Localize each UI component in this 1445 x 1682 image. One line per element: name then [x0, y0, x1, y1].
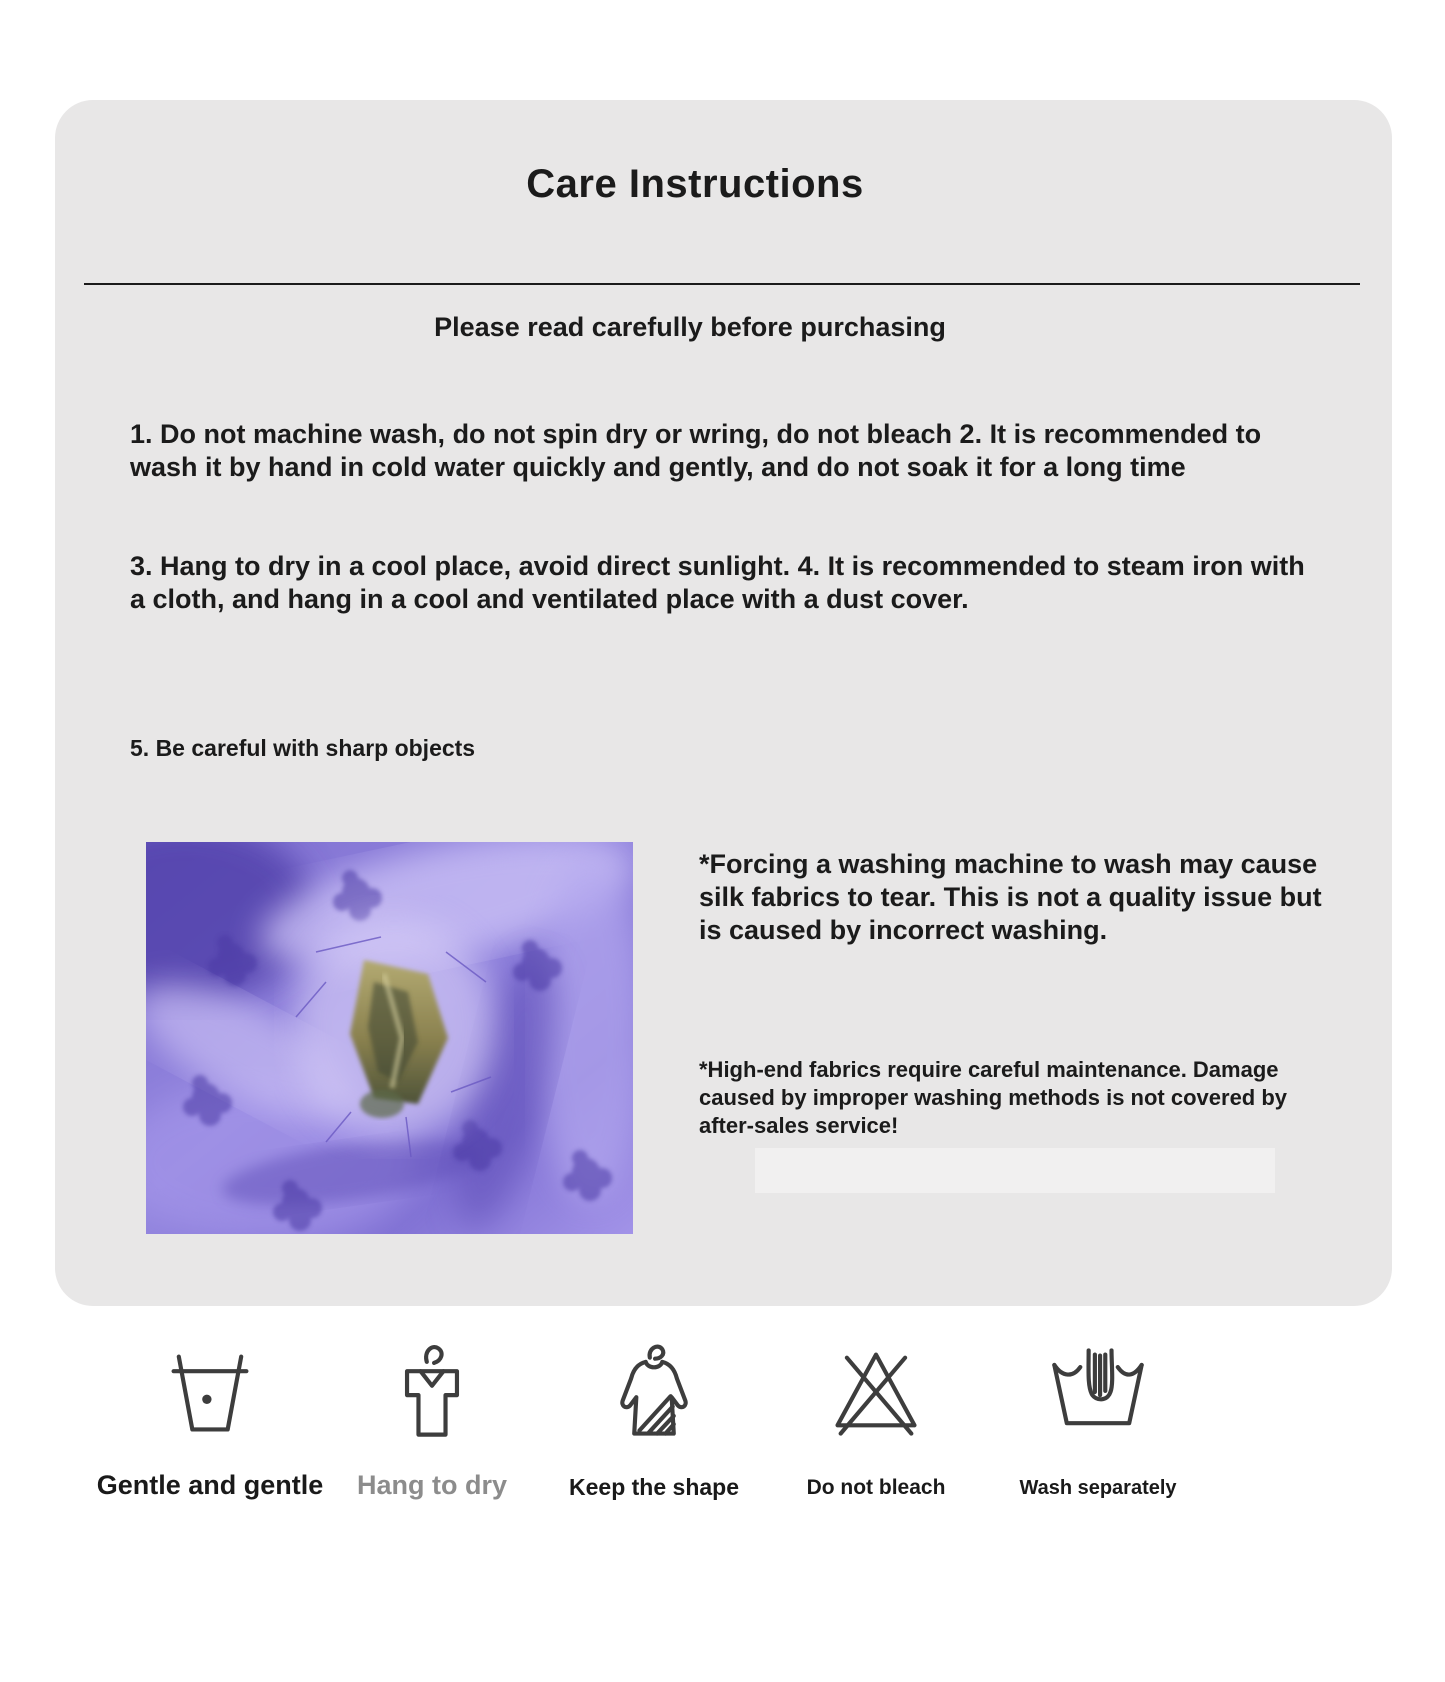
- hand-wash-tub-icon: [1046, 1340, 1150, 1444]
- title-divider: [84, 283, 1360, 285]
- care-paragraph-2: 3. Hang to dry in a cool place, avoid direct sunlight. 4. It is recommended to steam iron with a cloth, and hang in a cool and ventilated place with a dust cover.: [130, 551, 1305, 614]
- warning-secondary: *High-end fabrics require careful maintenance. Damage caused by improper washing methods is not covered by after-sales service!: [699, 1057, 1288, 1138]
- care-symbol-hang-to-dry: [322, 1340, 542, 1550]
- care-symbols-row: [0, 1340, 1445, 1550]
- care-paragraph-3: 5. Be careful with sharp objects: [130, 735, 476, 761]
- care-paragraph-1: 1. Do not machine wash, do not spin dry or wring, do not bleach 2. It is recommended to wash it by hand in cold water quickly and gently, and do not soak it for a long time: [130, 419, 1262, 482]
- highlight-strip: [755, 1148, 1275, 1193]
- care-symbol-label: Hang to dry: [356, 1470, 507, 1500]
- fabric-photo-illustration: [146, 842, 633, 1234]
- care-symbol-wash-separately: [988, 1340, 1208, 1550]
- shirt-on-hanger-icon: [380, 1340, 484, 1444]
- care-symbol-label: Do not bleach: [806, 1476, 946, 1499]
- care-symbol-do-not-bleach: [766, 1340, 986, 1550]
- care-symbol-gentle-wash: [96, 1340, 324, 1550]
- care-symbol-label: Wash separately: [1019, 1477, 1177, 1499]
- care-panel: [55, 100, 1392, 1306]
- care-symbol-label: Keep the shape: [569, 1474, 739, 1500]
- torn-purple-silk-photo: [146, 842, 633, 1234]
- care-symbol-label: Gentle and gentle: [96, 1470, 324, 1500]
- garment-keep-shape-icon: [602, 1340, 706, 1444]
- gentle-wash-basin-icon: [158, 1340, 262, 1444]
- care-symbol-keep-shape: [544, 1340, 764, 1550]
- do-not-bleach-icon: [824, 1340, 928, 1444]
- warning-primary: *Forcing a washing machine to wash may cause silk fabrics to tear. This is not a quality issue but is caused by incorrect washing.: [699, 849, 1322, 945]
- page-subtitle: Please read carefully before purchasing: [434, 312, 946, 342]
- page-title: Care Instructions: [526, 162, 864, 206]
